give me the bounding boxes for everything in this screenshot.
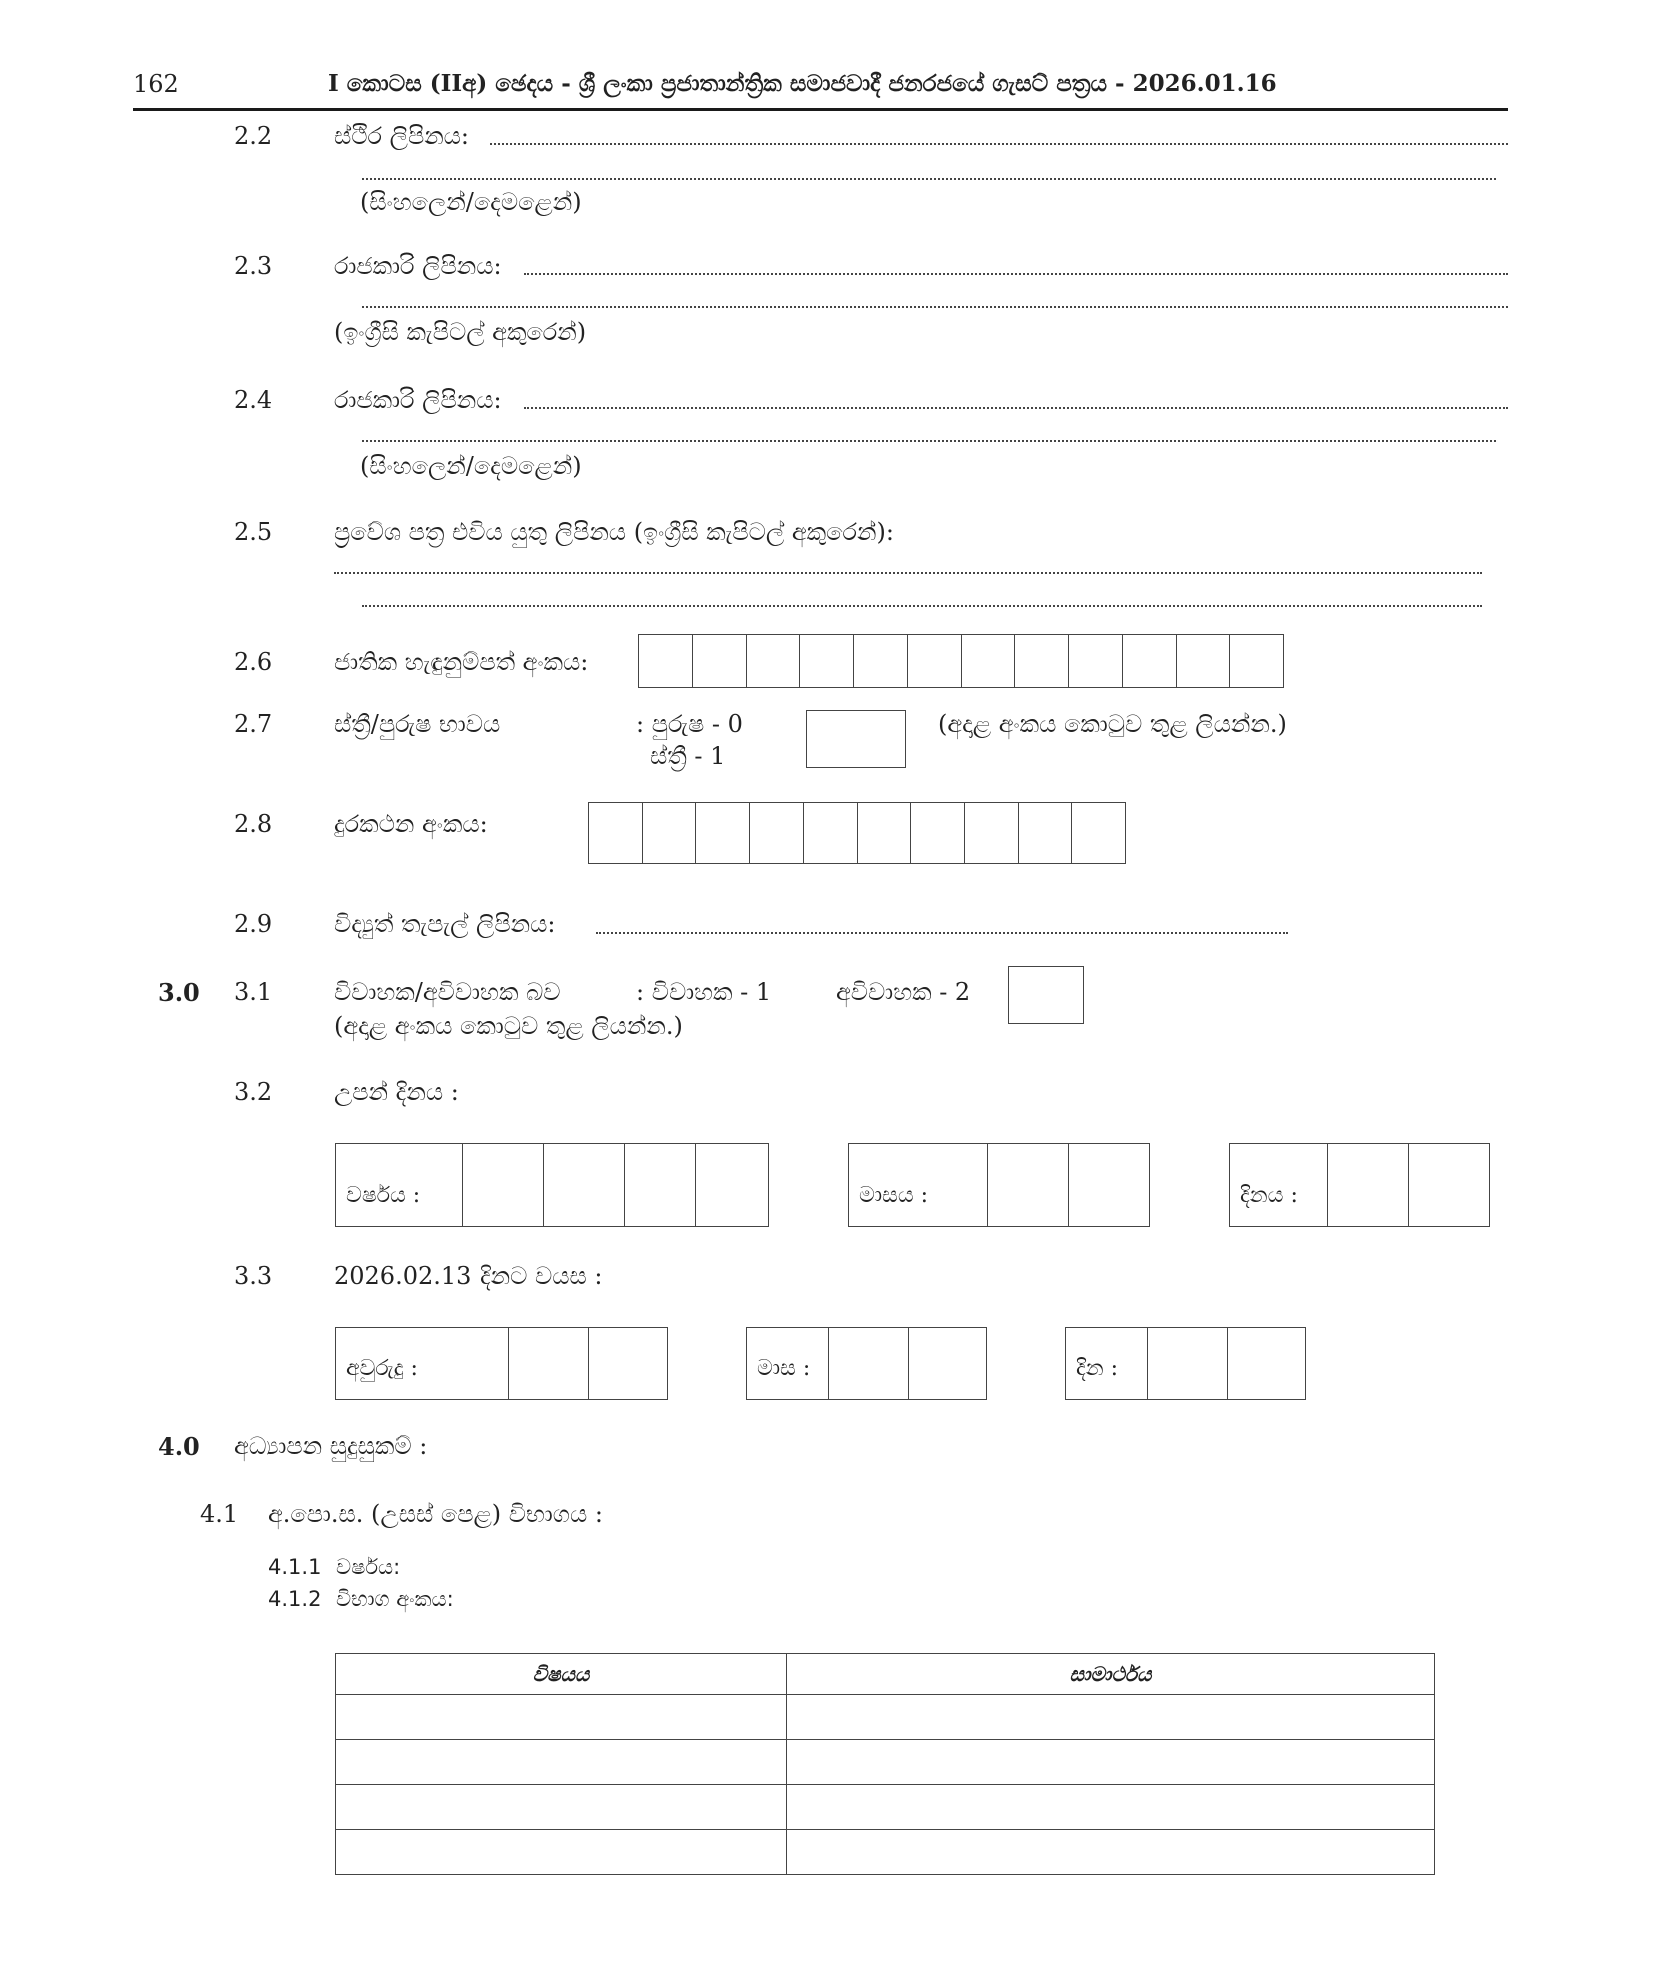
official-address-english-label: රාජකාරි ලිපිනය: — [334, 252, 502, 280]
age-years-group[interactable] — [335, 1327, 668, 1400]
grade-column-header: සාමාර්ථය — [786, 1654, 1434, 1695]
birth-month-digit-box[interactable] — [1068, 1144, 1149, 1226]
birth-year-digit-box[interactable] — [543, 1144, 624, 1226]
age-days-digit-box[interactable] — [1227, 1328, 1305, 1399]
subject-cell[interactable] — [336, 1695, 787, 1740]
nic-digit-box[interactable] — [692, 635, 746, 687]
nic-digit-box[interactable] — [639, 635, 692, 687]
table-row — [336, 1830, 1435, 1875]
grade-cell[interactable] — [786, 1785, 1434, 1830]
phone-digit-box[interactable] — [642, 803, 696, 863]
page-number: 162 — [133, 70, 179, 98]
grade-cell[interactable] — [786, 1695, 1434, 1740]
item-number: 2.9 — [234, 910, 273, 938]
age-months-digit-box[interactable] — [908, 1328, 986, 1399]
age-months-label: මාස : — [757, 1356, 811, 1381]
table-row — [336, 1740, 1435, 1785]
permanent-address-line-1[interactable] — [490, 143, 1508, 145]
item-number: 2.7 — [234, 710, 273, 738]
birth-year-label: වර්ෂය : — [346, 1183, 421, 1208]
item-number: 2.5 — [234, 518, 273, 546]
official-address-sinhala-label: රාජකාරි ලිපිනය: — [334, 386, 502, 414]
birth-year-digit-box[interactable] — [624, 1144, 695, 1226]
phone-digit-box[interactable] — [964, 803, 1018, 863]
item-number: 3.2 — [234, 1078, 273, 1106]
nic-digit-box[interactable] — [853, 635, 907, 687]
age-days-digit-box[interactable] — [1147, 1328, 1227, 1399]
official-address-sinhala-line-1[interactable] — [524, 407, 1508, 409]
nic-digit-box[interactable] — [1229, 635, 1283, 687]
phone-digit-box[interactable] — [1018, 803, 1072, 863]
nic-digit-box[interactable] — [961, 635, 1015, 687]
subject-cell[interactable] — [336, 1785, 787, 1830]
subject-column-header: විෂයය — [336, 1654, 787, 1695]
age-days-group[interactable] — [1065, 1327, 1306, 1400]
age-days-label: දින : — [1076, 1356, 1119, 1381]
male-code: : පුරුෂ - 0 — [636, 710, 743, 738]
item-number: 2.4 — [234, 386, 273, 414]
birth-month-group[interactable] — [848, 1143, 1150, 1227]
nic-digit-box[interactable] — [799, 635, 853, 687]
birth-year-group[interactable] — [335, 1143, 769, 1227]
birth-month-label: මාසය : — [859, 1183, 929, 1208]
official-address-sinhala-line-2[interactable] — [362, 440, 1496, 442]
gender-label: ස්ත්‍රී/පුරුෂ භාවය — [334, 710, 501, 738]
marital-status-box[interactable] — [1008, 966, 1084, 1024]
item-number: 4.1.1 — [268, 1555, 322, 1579]
official-address-english-line-2[interactable] — [362, 306, 1508, 308]
table-row — [336, 1785, 1435, 1830]
language-note: (සිංහලෙන්/දෙමළෙන්) — [360, 452, 582, 480]
section-number: 4.0 — [158, 1432, 200, 1461]
nic-number-label: ජාතික හැඳුනුම්පත් අංකය: — [334, 648, 589, 676]
item-number: 4.1.2 — [268, 1587, 322, 1611]
email-line[interactable] — [596, 932, 1288, 934]
subject-cell[interactable] — [336, 1740, 787, 1785]
table-row — [336, 1695, 1435, 1740]
nic-digit-box[interactable] — [1068, 635, 1122, 687]
nic-digit-box[interactable] — [1176, 635, 1230, 687]
exam-index-label: විභාග අංකය: — [336, 1587, 454, 1611]
admission-address-line-2[interactable] — [362, 605, 1482, 607]
permanent-address-label: ස්ථිර ලිපිනය: — [334, 122, 470, 150]
permanent-address-line-2[interactable] — [362, 178, 1496, 180]
birth-year-digit-box[interactable] — [462, 1144, 543, 1226]
phone-digit-box[interactable] — [910, 803, 964, 863]
unmarried-code: අවිවාහක - 2 — [836, 978, 971, 1006]
grade-cell[interactable] — [786, 1740, 1434, 1785]
female-code: ස්ත්‍රී - 1 — [650, 742, 726, 770]
phone-digit-box[interactable] — [1071, 803, 1125, 863]
section-number: 3.0 — [158, 978, 200, 1007]
birth-month-digit-box[interactable] — [987, 1144, 1068, 1226]
phone-digit-box[interactable] — [857, 803, 911, 863]
birth-day-group[interactable] — [1229, 1143, 1490, 1227]
education-qualifications-heading: අධ්‍යාපන සුදුසුකම් : — [234, 1432, 428, 1460]
exam-year-label: වර්ෂය: — [336, 1555, 401, 1579]
admission-address-line-1[interactable] — [334, 572, 1482, 574]
grade-cell[interactable] — [786, 1830, 1434, 1875]
al-exam-label: අ.පො.ස. (උසස් පෙළ) විභාගය : — [268, 1500, 603, 1528]
item-number: 4.1 — [200, 1500, 239, 1528]
age-years-digit-box[interactable] — [508, 1328, 588, 1399]
age-reference-date: 2026.02.13 — [334, 1262, 472, 1290]
phone-digit-box[interactable] — [589, 803, 642, 863]
item-number: 2.3 — [234, 252, 273, 280]
age-years-digit-box[interactable] — [588, 1328, 667, 1399]
item-number: 2.2 — [234, 122, 273, 150]
marital-instruction: (අදාළ අංකය කොටුව තුළ ලියන්න.) — [334, 1012, 683, 1040]
age-months-digit-box[interactable] — [828, 1328, 908, 1399]
nic-number-boxes[interactable] — [638, 634, 1284, 688]
phone-number-label: දුරකථන අංකය: — [334, 810, 488, 838]
birth-year-digit-box[interactable] — [695, 1144, 768, 1226]
age-label: දිනට වයස : — [480, 1262, 603, 1290]
email-label: විද්‍යුත් තැපැල් ලිපිනය: — [334, 910, 556, 938]
gender-code-box[interactable] — [806, 710, 906, 768]
phone-digit-box[interactable] — [749, 803, 803, 863]
official-address-english-line-1[interactable] — [524, 273, 1508, 275]
nic-digit-box[interactable] — [1122, 635, 1176, 687]
phone-digit-box[interactable] — [695, 803, 749, 863]
item-number: 2.6 — [234, 648, 273, 676]
married-code: : විවාහක - 1 — [636, 978, 772, 1006]
results-table — [335, 1653, 1435, 1875]
admission-address-label: ප්‍රවේශ පත්‍ර එවිය යුතු ලිපිනය (ඉංග්‍රීසි කැපිටල් අකුරෙන්): — [334, 518, 894, 546]
subject-cell[interactable] — [336, 1830, 787, 1875]
nic-digit-box[interactable] — [1014, 635, 1068, 687]
marital-status-label: විවාහක/අවිවාහක බව — [334, 978, 561, 1006]
birth-day-digit-box[interactable] — [1327, 1144, 1408, 1226]
item-number: 3.1 — [234, 978, 273, 1006]
header-rule — [133, 108, 1508, 111]
nic-digit-box[interactable] — [746, 635, 800, 687]
birth-day-label: දිනය : — [1240, 1183, 1298, 1208]
age-years-label: අවුරුදු : — [346, 1356, 418, 1381]
nic-digit-box[interactable] — [907, 635, 961, 687]
phone-digit-box[interactable] — [803, 803, 857, 863]
gazette-header-title: I කොටස (IIඅ) ඡෙදය - ශ්‍රී ලංකා ප්‍රජාතාන්ත්‍රික සමාජවාදී ජනරජයේ ගැසට් පත්‍රය - 2026.01.16 — [328, 70, 1277, 97]
item-number: 2.8 — [234, 810, 273, 838]
language-note: (සිංහලෙන්/දෙමළෙන්) — [360, 188, 582, 216]
age-months-group[interactable] — [746, 1327, 987, 1400]
phone-number-boxes[interactable] — [588, 802, 1126, 864]
birth-day-digit-box[interactable] — [1408, 1144, 1489, 1226]
gender-instruction: (අදාළ අංකය කොටුව තුළ ලියන්න.) — [938, 710, 1287, 738]
item-number: 3.3 — [234, 1262, 273, 1290]
language-note: (ඉංග්‍රීසි කැපිටල් අකුරෙන්) — [334, 318, 587, 346]
birth-date-label: උපන් දිනය : — [334, 1078, 459, 1106]
